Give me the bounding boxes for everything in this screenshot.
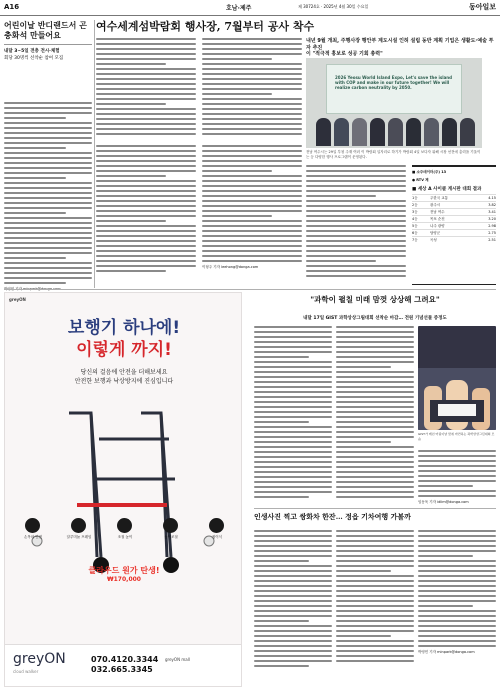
results-row: 2등 광주시 3.82 — [412, 203, 496, 207]
science-photo-caption: GIST가 매년 어린이날 맞춰 마련하는 과학상상그림대회 모습 — [418, 432, 495, 441]
height-icon — [117, 518, 132, 533]
results-box-label1: ■ 소주데이터(주) 13 — [412, 170, 447, 174]
science-story-body-col3 — [418, 450, 496, 510]
science-story-body-col2 — [336, 326, 414, 510]
photo-caption: 전남 여수시는 29일 부청 주재 여러 이 박람회 일자리로 하기가 박람회 4일 보다자 위해 시장 선전에 총력을 기울이는 등 다양한 행사 프로그램이 운영된다. — [306, 150, 481, 159]
last-story-byline: 박영민 기자 minpark@donga.com — [418, 650, 475, 654]
left-story-sub2: 회당 30명씩 선착순 참여 모집 — [4, 56, 64, 61]
last-story-headline[interactable]: 인생사진 찍고 쌍화차 한잔… 정읍 기차여행 가볼까 — [254, 512, 411, 521]
badge-label: 알루미늄 프레임 — [66, 535, 92, 539]
results-box — [412, 165, 496, 285]
main-story-subhead — [306, 38, 496, 58]
page-number: A16 — [4, 3, 20, 11]
last-story-body-col2 — [336, 530, 414, 680]
section-divider — [254, 508, 496, 509]
ad-price-line2: ₩170,000 — [107, 576, 141, 583]
main-story-headline[interactable]: 여수세계섬박람회 행사장, 7월부터 공사 착수 — [96, 20, 315, 33]
left-story-text — [4, 102, 92, 284]
section-divider — [4, 289, 496, 290]
left-story-body — [4, 102, 92, 302]
issue-info: 제 30724호 · 2025년 4월 30일 수요일 — [298, 4, 369, 9]
fold-icon — [209, 518, 224, 533]
main-story-body-col1 — [96, 38, 196, 138]
badge-label: 조절 높이 — [117, 535, 133, 539]
science-story-subhead: 내달 17일 GIST 과학상상그림대회 선착순 마감… 전원 기념선물 증정도 — [303, 316, 447, 321]
results-row: 5등 나주 광양 2.98 — [412, 224, 496, 228]
main-story-byline: 이형주 기자 leehong@donga.com — [202, 265, 259, 269]
main-story-body-col5 — [306, 165, 406, 285]
science-byline: 임동욱 기자 idlim@donga.com — [418, 500, 469, 504]
ad-sub-line1: 당신의 걸음에 안전을 더해보세요 — [80, 369, 168, 376]
results-box-title: ■ 세상 A 사이클 게시판 대회 결과 — [412, 187, 482, 192]
wrist-icon — [25, 518, 40, 533]
crowd-illustration — [418, 368, 496, 430]
results-box-label2: ● RTV 제 — [412, 178, 429, 182]
results-row: 6등 담양군 2.75 — [412, 231, 496, 235]
advertisement[interactable] — [4, 292, 242, 687]
photo-banner-text: 2026 Yeosu World Island Expo, Let's save the island with COP and make in our future together! We will realize carbon neutrality by 2050. — [335, 75, 452, 90]
left-story-subhead — [4, 44, 92, 62]
ad-brand-sub: cloud walker — [13, 669, 39, 674]
main-story-sub: 내년 9월 개최, 주행사장 행안부 계도시설 인허 설립 동반 계획 기업은 생활도·예술 투자 추진 — [306, 38, 494, 51]
ad-title-line2: 이렇게 까지! — [76, 340, 172, 360]
badge-label: 접이식 — [211, 535, 223, 539]
science-story-body-col1 — [254, 326, 332, 510]
badge-label: 손목의 안전 — [23, 535, 43, 539]
section-title: 호남·제주 — [226, 5, 252, 12]
ad-badges — [23, 518, 225, 539]
left-story-sub1: 내달 3~5일 전충 전시·체험 — [4, 49, 60, 54]
left-story — [4, 20, 92, 62]
ad-brand: greyON — [13, 651, 66, 667]
ad-logo: greyON — [9, 297, 26, 302]
badge-label: 높이조절 — [164, 535, 178, 539]
ad-price-line1: 클라우드 원가 탄생! — [88, 566, 160, 575]
results-row: 4등 목포 순천 3.20 — [412, 217, 496, 221]
main-story — [96, 20, 402, 34]
science-story-headline[interactable]: "과학이 펼칠 미래 맘껏 상상해 그려요" — [310, 295, 440, 304]
ad-subtitle — [5, 368, 243, 386]
main-story-body-col2 — [202, 38, 302, 138]
frame-icon — [71, 518, 86, 533]
science-photo[interactable] — [418, 326, 496, 430]
results-list — [412, 194, 496, 243]
ad-title — [5, 317, 243, 361]
left-story-headline[interactable]: 어린이날 반디랜드서 곤충화석 만들어요 — [4, 20, 87, 40]
photo-banner — [326, 64, 462, 114]
ad-footer — [5, 644, 241, 686]
main-photo[interactable] — [306, 58, 482, 148]
column-divider — [94, 20, 95, 288]
adjust-icon — [163, 518, 178, 533]
results-row: 1등 주한국 교통 4.15 — [412, 196, 496, 200]
ad-mall[interactable]: greyON mall — [165, 657, 190, 662]
main-story-body-col3 — [96, 145, 196, 285]
main-story-body-col4 — [202, 145, 302, 285]
results-row: 7등 곡성 2.51 — [412, 238, 496, 242]
results-row: 3등 전남 여수 3.41 — [412, 210, 496, 214]
ad-title-line1: 보행기 하나에! — [67, 318, 181, 338]
newspaper-name: 동아일보 — [468, 2, 496, 11]
last-story-body-col3 — [418, 530, 496, 680]
page-header — [0, 0, 500, 16]
last-story-body-col1 — [254, 530, 332, 680]
photo-people — [314, 118, 474, 146]
ad-sub-line2: 안전한 보행과 낙상방지에 진심입니다 — [74, 378, 174, 385]
ad-price — [5, 565, 243, 583]
ad-phone[interactable]: 070.4120.3344 032.665.3345 — [91, 655, 159, 674]
main-story-sub2: 이 "적극적 홍보로 성공 기회 총력" — [306, 51, 383, 57]
